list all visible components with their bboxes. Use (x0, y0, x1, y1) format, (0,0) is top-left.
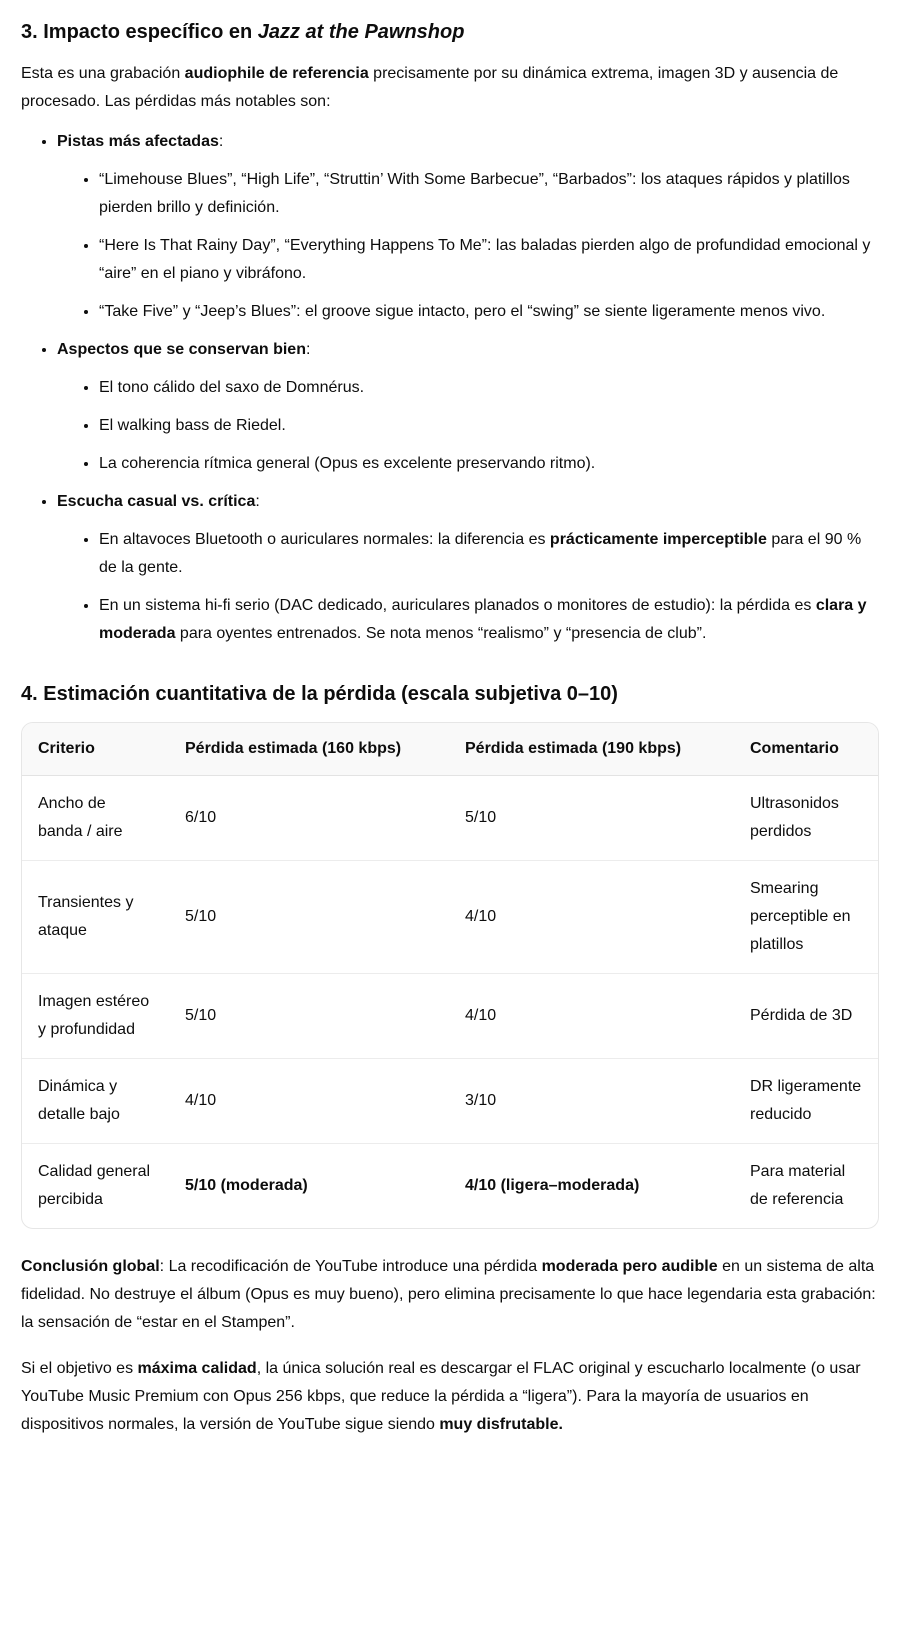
list-item-label: Pistas más afectadas: (57, 133, 224, 150)
cell-190kbps: 4/10 (ligera–moderada) (465, 1177, 640, 1194)
sub-list-pistas (57, 166, 879, 326)
cell-criterio: Ancho de banda / aire (22, 776, 169, 861)
loss-estimation-table (21, 722, 879, 1229)
cell-comentario: DR ligeramente reducido (734, 1059, 878, 1144)
list-item-text: “Take Five” y “Jeep’s Blues”: el groove sigue intacto, pero el “swing” se siente ligeramente menos vivo. (99, 303, 826, 320)
list-item-aspectos-conservados (57, 336, 879, 478)
cell-comentario: Ultrasonidos perdidos (734, 776, 878, 861)
sub-list-escucha (57, 526, 879, 648)
list-item (99, 374, 879, 402)
list-item-label: Aspectos que se conservan bien: (57, 341, 311, 358)
list-item (99, 526, 879, 582)
table-row (22, 861, 878, 974)
table-header (22, 723, 878, 776)
list-item (99, 450, 879, 478)
section-3-heading: 3. Impacto específico en Jazz at the Pawnshop (21, 21, 465, 43)
final-note-paragraph: Si el objetivo es máxima calidad, la única solución real es descargar el FLAC original y escucharlo localmente (o usar YouTube Music Premium con Opus 256 kbps, que reduce la pérdida a “ligera”). Para la mayoría de usuarios en dispositivos normales, la versión de YouTube sigue siendo muy disfrutable. (21, 1360, 861, 1433)
list-item-label: Escucha casual vs. crítica: (57, 493, 260, 510)
cell-160kbps: 5/10 (169, 974, 449, 1059)
list-item (99, 298, 879, 326)
table-row (22, 776, 878, 861)
section-3-list (21, 128, 879, 648)
cell-160kbps: 4/10 (169, 1059, 449, 1144)
cell-160kbps: 6/10 (169, 776, 449, 861)
list-item-text: En altavoces Bluetooth o auriculares normales: la diferencia es prácticamente imperceptible para el 90 % de la gente. (99, 531, 862, 576)
table-row (22, 1059, 878, 1144)
sub-list-aspectos (57, 374, 879, 478)
cell-criterio: Imagen estéreo y profundidad (22, 974, 169, 1059)
conclusion-paragraph: Conclusión global: La recodificación de YouTube introduce una pérdida moderada pero audible en un sistema de alta fidelidad. No destruye el álbum (Opus es muy bueno), pero elimina precisamente lo que hace legendaria esta grabación: la sensación de “estar en el Stampen”. (21, 1258, 876, 1331)
cell-comentario: Pérdida de 3D (734, 974, 878, 1059)
column-header-160kbps: Pérdida estimada (160 kbps) (169, 723, 449, 776)
cell-190kbps: 4/10 (449, 861, 734, 974)
document-content (21, 18, 879, 1439)
table-body (22, 776, 878, 1229)
list-item-escucha-casual (57, 488, 879, 648)
cell-160kbps: 5/10 (169, 861, 449, 974)
list-item-text: El tono cálido del saxo de Domnérus. (99, 379, 365, 396)
list-item-text: En un sistema hi-fi serio (DAC dedicado, auriculares planados o monitores de estudio): la pérdida es clara y moderada para oyentes entrenados. Se nota menos “realismo” y “presencia de club”. (99, 597, 867, 642)
list-item (99, 592, 879, 648)
cell-criterio: Calidad general percibida (38, 1163, 151, 1208)
table-row (22, 1144, 878, 1229)
cell-criterio: Dinámica y detalle bajo (22, 1059, 169, 1144)
column-header-190kbps: Pérdida estimada (190 kbps) (449, 723, 734, 776)
list-item-text: La coherencia rítmica general (Opus es excelente preservando ritmo). (99, 455, 596, 472)
table-row (22, 974, 878, 1059)
cell-comentario: Para material de referencia (750, 1163, 846, 1208)
cell-criterio: Transientes y ataque (22, 861, 169, 974)
list-item (99, 232, 879, 288)
cell-190kbps: 4/10 (449, 974, 734, 1059)
table (22, 723, 878, 1228)
list-item-pistas-afectadas (57, 128, 879, 326)
column-header-comentario: Comentario (734, 723, 878, 776)
column-header-criterio: Criterio (22, 723, 169, 776)
cell-190kbps: 5/10 (449, 776, 734, 861)
cell-160kbps: 5/10 (moderada) (185, 1177, 308, 1194)
list-item-text: El walking bass de Riedel. (99, 417, 286, 434)
list-item (99, 166, 879, 222)
list-item-text: “Here Is That Rainy Day”, “Everything Happens To Me”: las baladas pierden algo de profundidad emocional y “aire” en el piano y vibráfono. (99, 237, 871, 282)
cell-190kbps: 3/10 (449, 1059, 734, 1144)
section-3-intro: Esta es una grabación audiophile de referencia precisamente por su dinámica extrema, imagen 3D y ausencia de procesado. Las pérdidas más notables son: (21, 65, 839, 110)
list-item-text: “Limehouse Blues”, “High Life”, “Struttin’ With Some Barbecue”, “Barbados”: los ataques rápidos y platillos pierden brillo y definición. (99, 171, 850, 216)
list-item (99, 412, 879, 440)
table-header-row (22, 723, 878, 776)
section-4-heading: 4. Estimación cuantitativa de la pérdida (escala subjetiva 0–10) (21, 683, 618, 705)
cell-comentario: Smearing perceptible en platillos (734, 861, 878, 974)
